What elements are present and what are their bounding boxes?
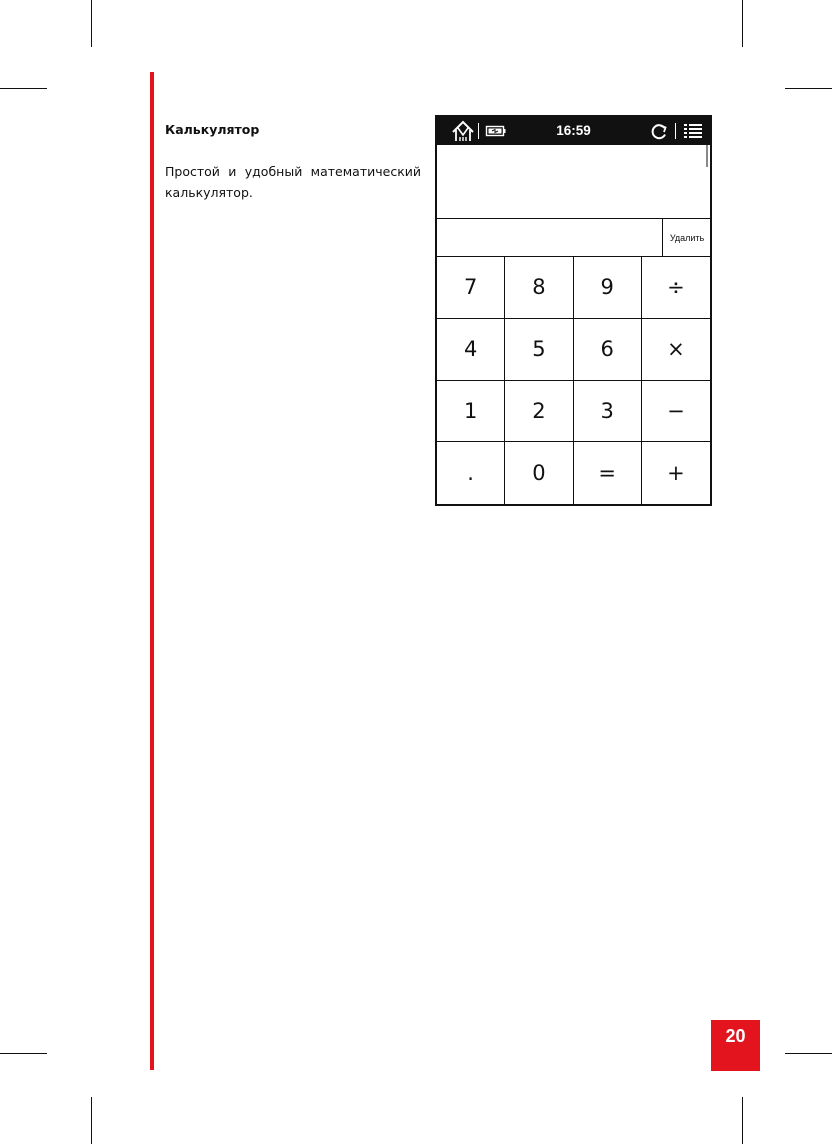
section-description: Простой и удобный математический калькулятор. (165, 164, 421, 200)
key-7[interactable]: 7 (437, 257, 505, 319)
key-divide[interactable]: ÷ (642, 257, 710, 319)
key-4[interactable]: 4 (437, 319, 505, 381)
page-number: 20 (711, 1020, 760, 1071)
crop-mark (91, 1097, 92, 1144)
key-plus[interactable]: + (667, 461, 685, 486)
key-minus[interactable]: − (642, 381, 710, 443)
key-3[interactable]: 3 (574, 381, 642, 443)
crop-mark (0, 1053, 47, 1054)
expression-input[interactable] (437, 219, 662, 256)
keypad (437, 257, 710, 504)
key-multiply[interactable]: × (642, 319, 710, 381)
crop-mark (742, 1097, 743, 1144)
display-scrollbar[interactable] (706, 145, 708, 167)
key-6[interactable]: 6 (574, 319, 642, 381)
crop-mark (91, 0, 92, 47)
crop-mark (742, 0, 743, 47)
refresh-icon[interactable] (649, 117, 669, 145)
key-5[interactable]: 5 (505, 319, 573, 381)
key-equals[interactable]: = (574, 442, 642, 504)
entry-row (437, 219, 710, 257)
delete-button[interactable]: Удалить (662, 219, 711, 256)
key-decimal[interactable]: . (437, 442, 505, 504)
key-1[interactable]: 1 (437, 381, 505, 443)
status-separator (675, 123, 676, 139)
crop-mark (0, 88, 47, 89)
status-bar (437, 117, 710, 145)
crop-mark (785, 88, 832, 89)
status-time: 16:59 (556, 123, 591, 138)
margin-rule (150, 72, 154, 1070)
section-heading: Калькулятор (165, 122, 260, 137)
key-0[interactable]: 0 (505, 442, 573, 504)
key-2[interactable]: 2 (505, 381, 573, 443)
key-9[interactable]: 9 (574, 257, 642, 319)
key-8[interactable]: 8 (505, 257, 573, 319)
calculator-screenshot (435, 115, 712, 506)
menu-list-icon[interactable] (682, 117, 704, 145)
calculator-display (437, 145, 710, 219)
crop-mark (785, 1053, 832, 1054)
